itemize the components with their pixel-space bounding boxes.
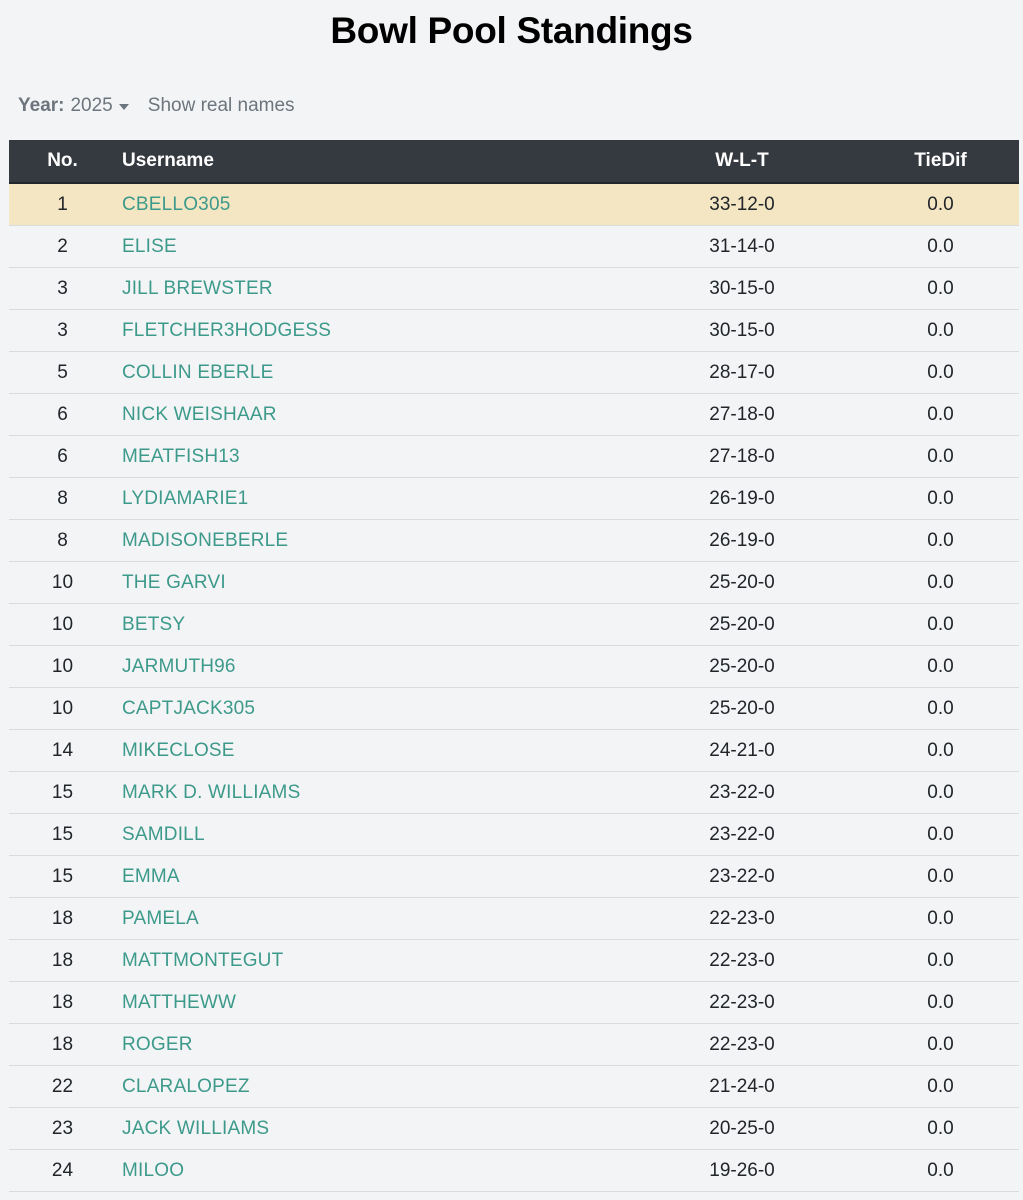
username-cell [116,814,622,856]
username-cell [116,688,622,730]
tiedif-cell: 0.0 [862,688,1019,730]
table-header [9,140,1019,183]
username-cell [116,1066,622,1108]
username-cell [116,226,622,268]
username-link[interactable]: PAMELA [122,907,199,929]
rank-cell: 18 [9,1024,116,1066]
column-header-wlt[interactable]: W-L-T [622,140,862,183]
tiedif-cell: 0.0 [862,814,1019,856]
username-link[interactable]: MADISONEBERLE [122,529,289,551]
rank-cell: 15 [9,772,116,814]
tiedif-cell: 0.0 [862,352,1019,394]
controls-bar [18,93,295,119]
wlt-cell: 22-23-0 [622,940,862,982]
username-link[interactable]: SAMDILL [122,823,205,845]
column-header-no[interactable]: No. [9,140,116,183]
rank-cell: 1 [9,183,116,226]
show-real-names-link[interactable]: Show real names [147,95,295,116]
table-row [9,478,1019,520]
username-link[interactable]: ELISE [122,235,177,257]
year-value: 2025 [70,95,113,116]
table-body [9,183,1019,1192]
tiedif-cell: 0.0 [862,562,1019,604]
wlt-cell: 25-20-0 [622,562,862,604]
tiedif-cell: 0.0 [862,982,1019,1024]
username-cell [116,352,622,394]
tiedif-cell: 0.0 [862,1150,1019,1192]
username-link[interactable]: CLARALOPEZ [122,1075,250,1097]
rank-cell: 10 [9,646,116,688]
wlt-cell: 33-12-0 [622,183,862,226]
rank-cell: 6 [9,394,116,436]
table-row [9,646,1019,688]
wlt-cell: 26-19-0 [622,520,862,562]
rank-cell: 6 [9,436,116,478]
tiedif-cell: 0.0 [862,772,1019,814]
tiedif-cell: 0.0 [862,394,1019,436]
tiedif-cell: 0.0 [862,1024,1019,1066]
username-link[interactable]: NICK WEISHAAR [122,403,277,425]
wlt-cell: 22-23-0 [622,982,862,1024]
username-link[interactable]: MILOO [122,1159,185,1181]
username-cell [116,982,622,1024]
rank-cell: 10 [9,562,116,604]
tiedif-cell: 0.0 [862,1108,1019,1150]
username-link[interactable]: ROGER [122,1033,193,1055]
wlt-cell: 23-22-0 [622,772,862,814]
table-row [9,310,1019,352]
table-row [9,436,1019,478]
username-link[interactable]: MIKECLOSE [122,739,235,761]
tiedif-cell: 0.0 [862,310,1019,352]
caret-down-icon [119,104,129,110]
tiedif-cell: 0.0 [862,646,1019,688]
username-cell [116,730,622,772]
tiedif-cell: 0.0 [862,604,1019,646]
wlt-cell: 27-18-0 [622,436,862,478]
username-cell [116,1150,622,1192]
wlt-cell: 23-22-0 [622,814,862,856]
username-cell [116,478,622,520]
username-cell [116,310,622,352]
username-cell [116,1024,622,1066]
table-row [9,982,1019,1024]
column-header-username[interactable]: Username [116,140,622,183]
wlt-cell: 30-15-0 [622,268,862,310]
header-row [9,140,1019,183]
year-dropdown[interactable] [18,95,129,117]
wlt-cell: 25-20-0 [622,688,862,730]
username-link[interactable]: JARMUTH96 [122,655,236,677]
table-row [9,520,1019,562]
table-row [9,183,1019,226]
wlt-cell: 22-23-0 [622,898,862,940]
username-cell [116,604,622,646]
username-cell [116,562,622,604]
username-link[interactable]: BETSY [122,613,186,635]
username-cell [116,183,622,226]
username-cell [116,1108,622,1150]
wlt-cell: 19-26-0 [622,1150,862,1192]
table-row [9,940,1019,982]
username-link[interactable]: FLETCHER3HODGESS [122,319,332,341]
year-label: Year: [18,95,65,116]
username-cell [116,856,622,898]
wlt-cell: 20-25-0 [622,1108,862,1150]
table-row [9,394,1019,436]
standings-table [9,140,1019,1192]
username-cell [116,940,622,982]
username-link[interactable]: CAPTJACK305 [122,697,256,719]
tiedif-cell: 0.0 [862,898,1019,940]
tiedif-cell: 0.0 [862,940,1019,982]
rank-cell: 3 [9,310,116,352]
tiedif-cell: 0.0 [862,730,1019,772]
column-header-tiedif[interactable]: TieDif [862,140,1019,183]
table-row [9,772,1019,814]
tiedif-cell: 0.0 [862,1066,1019,1108]
wlt-cell: 28-17-0 [622,352,862,394]
rank-cell: 8 [9,520,116,562]
table-row [9,562,1019,604]
rank-cell: 10 [9,688,116,730]
wlt-cell: 25-20-0 [622,646,862,688]
rank-cell: 8 [9,478,116,520]
table-row [9,814,1019,856]
tiedif-cell: 0.0 [862,478,1019,520]
username-link[interactable]: JILL BREWSTER [122,277,273,299]
table-row [9,268,1019,310]
table-row [9,856,1019,898]
wlt-cell: 23-22-0 [622,856,862,898]
username-cell [116,394,622,436]
rank-cell: 18 [9,982,116,1024]
wlt-cell: 26-19-0 [622,478,862,520]
username-link[interactable]: EMMA [122,865,180,887]
tiedif-cell: 0.0 [862,268,1019,310]
wlt-cell: 30-15-0 [622,310,862,352]
rank-cell: 22 [9,1066,116,1108]
table-row [9,226,1019,268]
tiedif-cell: 0.0 [862,226,1019,268]
username-cell [116,268,622,310]
rank-cell: 15 [9,814,116,856]
wlt-cell: 31-14-0 [622,226,862,268]
table-row [9,604,1019,646]
tiedif-cell: 0.0 [862,520,1019,562]
username-link[interactable]: MATTHEWW [122,991,237,1013]
username-link[interactable]: THE GARVI [122,571,226,593]
username-link[interactable]: CBELLO305 [122,193,231,215]
username-cell [116,520,622,562]
table-row [9,352,1019,394]
username-link[interactable]: COLLIN EBERLE [122,361,274,383]
table-row [9,1108,1019,1150]
username-cell [116,898,622,940]
page-title: Bowl Pool Standings [330,10,693,51]
rank-cell: 5 [9,352,116,394]
tiedif-cell: 0.0 [862,183,1019,226]
rank-cell: 2 [9,226,116,268]
tiedif-cell: 0.0 [862,856,1019,898]
tiedif-cell: 0.0 [862,436,1019,478]
username-cell [116,436,622,478]
rank-cell: 15 [9,856,116,898]
table-row [9,898,1019,940]
username-cell [116,772,622,814]
table-row [9,730,1019,772]
wlt-cell: 22-23-0 [622,1024,862,1066]
wlt-cell: 24-21-0 [622,730,862,772]
username-link[interactable]: MEATFISH13 [122,445,240,467]
username-link[interactable]: MATTMONTEGUT [122,949,284,971]
table-row [9,1150,1019,1192]
wlt-cell: 21-24-0 [622,1066,862,1108]
wlt-cell: 27-18-0 [622,394,862,436]
rank-cell: 23 [9,1108,116,1150]
username-link[interactable]: MARK D. WILLIAMS [122,781,301,803]
rank-cell: 3 [9,268,116,310]
table-row [9,1024,1019,1066]
wlt-cell: 25-20-0 [622,604,862,646]
rank-cell: 14 [9,730,116,772]
username-link[interactable]: LYDIAMARIE1 [122,487,249,509]
rank-cell: 18 [9,898,116,940]
username-link[interactable]: JACK WILLIAMS [122,1117,270,1139]
rank-cell: 24 [9,1150,116,1192]
table-row [9,1066,1019,1108]
rank-cell: 10 [9,604,116,646]
rank-cell: 18 [9,940,116,982]
username-cell [116,646,622,688]
table-row [9,688,1019,730]
